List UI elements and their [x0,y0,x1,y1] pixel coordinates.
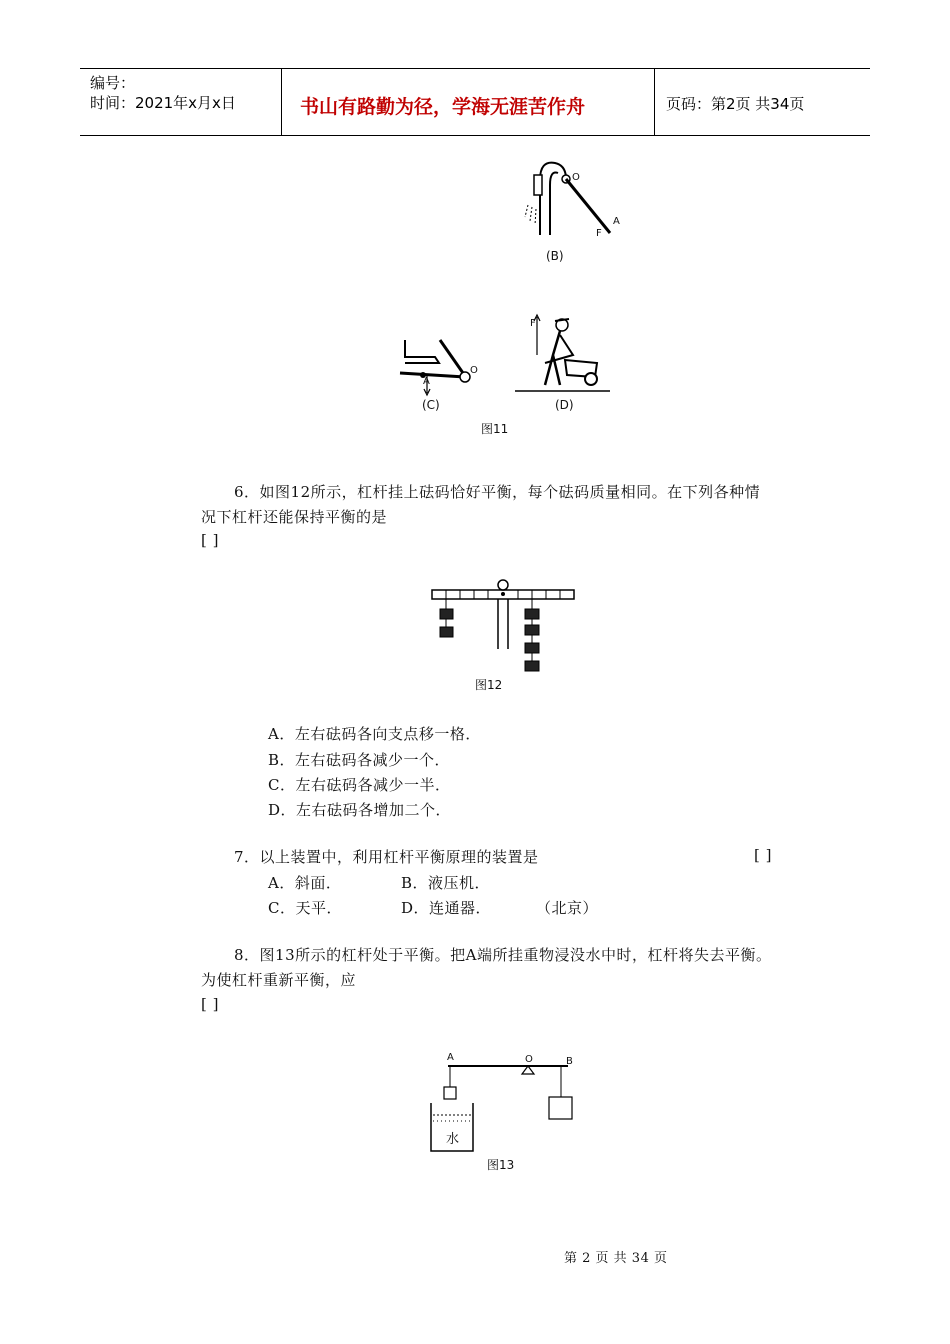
header-divider-1 [281,68,282,136]
q7-option-a: A．斜面． [268,874,342,892]
q6-text-line1: 6．如图12所示，杠杆挂上砝码恰好平衡，每个砝码质量相同。在下列各种情 [234,483,761,501]
q7-answer-bracket: [ ] [754,846,772,864]
figure-11-c-label: (C) [422,398,440,412]
header-bottom-border [80,135,870,136]
q8-text-line1: 8．图13所示的杠杆处于平衡。把A端所挂重物浸没水中时，杠杆将失去平衡。 [234,946,772,964]
q6-option-b: B．左右砝码各减少一个． [268,751,451,769]
q8-text-line2: 为使杠杆重新平衡，应 [201,971,357,989]
q8-answer-bracket: [ ] [201,995,219,1013]
figure-11-b-letter-a: A [613,216,620,227]
figure-11-d-label: (D) [555,398,574,412]
q7-option-d: D．连通器． [401,899,492,917]
figure-13-water-label: 水 [446,1132,460,1147]
figure-11-b-label: (B) [546,249,564,263]
figure-11-b-letter-o: O [572,172,580,183]
doc-time-label: 时间：2021年x月x日 [90,94,236,112]
doc-number-label: 编号： [90,74,136,92]
header-top-border [80,68,870,69]
figure-11-c-pedal-drawing [395,335,495,395]
q7-source: （北京） [536,899,599,917]
figure-11-b-letter-f: F [596,228,602,239]
figure-13-caption: 图13 [487,1158,515,1172]
q6-answer-bracket: [ ] [201,531,219,549]
q7-option-c: C．天平． [268,899,342,917]
figure-12-caption: 图12 [475,678,503,692]
q6-text-line2: 况下杠杆还能保持平衡的是 [201,508,388,526]
q6-option-d: D．左右砝码各增加二个． [268,801,452,819]
header-page-label: 页码：第2页 共34页 [666,95,805,113]
header-motto: 书山有路勤为径，学海无涯苦作舟 [300,96,586,118]
figure-13-label-o: O [525,1054,533,1065]
footer-page-number: 第 2 页 共 34 页 [564,1251,668,1266]
figure-11-b-pump-drawing [510,155,630,245]
q6-option-a: A．左右砝码各向支点移一格． [268,725,481,743]
q6-option-c: C．左右砝码各减少一半． [268,776,451,794]
figure-11-c-letter-o: O [470,365,478,376]
q7-text-line1: 7．以上装置中，利用杠杆平衡原理的装置是 [234,848,539,866]
figure-11-c-letter-a: A [423,376,430,387]
figure-11-caption: 图11 [481,422,509,436]
header-divider-2 [654,68,655,136]
figure-12-lever-drawing [430,577,580,677]
figure-13-label-b: B [566,1056,573,1067]
figure-13-label-a: A [447,1052,454,1063]
figure-11-d-letter-f: F [530,318,536,329]
q7-option-b: B．液压机． [401,874,491,892]
